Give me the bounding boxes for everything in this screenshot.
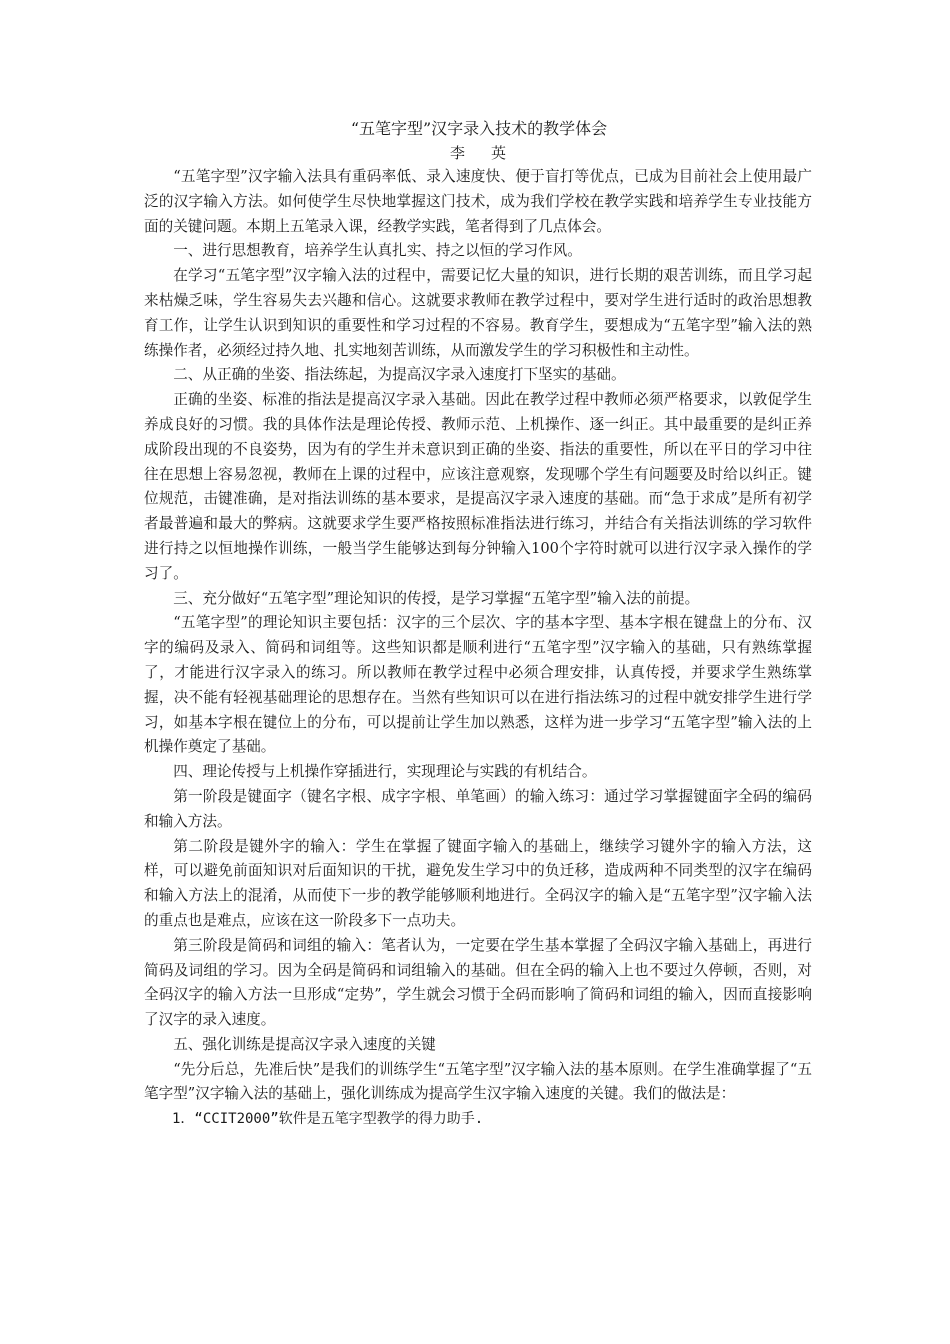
section-heading-4: 四、理论传授与上机操作穿插进行，实现理论与实践的有机结合。 — [173, 763, 597, 781]
section-heading-5: 五、强化训练是提高汉字录入速度的关键 — [173, 1035, 436, 1053]
section-heading-1: 一、进行思想教育，培养学生认真扎实、持之以恒的学习作风。 — [173, 242, 582, 260]
section-2-paragraph: 正确的坐姿、标准的指法是提高汉字录入基础。因此在教学过程中教师必须严格要求，以敦促学生养成良好的习惯。我的具体作法是理论传授、教师示范、上机操作、逐一纠正。其中最重要的是纠正养成阶段出现的不良姿势，因为有的学生并未意识到正确的坐姿、指法的重要性，所以在平日的学习中往往在思想上容易忽视，教师在上课的过程中，应该注意观察，发现哪个学生有问题要及时给以纠正。键位规范，击键准确，是对指法训练的基本要求，是提高汉字录入速度的基础。而“急于求成”是所有初学者最普遍和最大的弊病。这就要求学生要严格按照标准指法进行练习，并结合有关指法训练的学习软件进行持之以恒地操作训练，一般当学生能够达到每分钟输入100个字符时就可以进行汉字录入操作的学习了。 — [144, 391, 812, 582]
document-title: “五笔字型”汉字录入技术的教学体会 — [350, 119, 608, 138]
stage-3-paragraph: 第三阶段是简码和词组的输入：笔者认为，一定要在学生基本掌握了全码汉字输入基础上，再进行简码及词组的学习。因为全码是简码和词组输入的基础。但在全码的输入上也不要过久停顿，否则，对全码汉字的输入方法一旦形成“定势”，学生就会习惯于全码而影响了简码和词组的输入，因而直接影响了汉字的录入速度。 — [144, 936, 812, 1029]
list-item: 1．“CCIT2000”软件是五笔字型教学的得力助手. — [172, 1111, 484, 1128]
author-name: 李英 — [449, 144, 532, 162]
section-3-paragraph: “五笔字型”的理论知识主要包括：汉字的三个层次、字的基本字型、基本字根在键盘上的分布、汉字的编码及录入、简码和词组等。这些知识都是顺利进行“五笔字型”汉字输入的基础，只有熟练掌握了，才能进行汉字录入的练习。所以教师在教学过程中必须合理安排，认真传授，并要求学生熟练掌握，决不能有轻视基础理论的思想存在。当然有些知识可以在进行指法练习的过程中就安排学生进行学习，如基本字根在键位上的分布，可以提前让学生加以熟悉，这样为进一步学习“五笔字型”输入法的上机操作奠定了基础。 — [144, 614, 812, 756]
intro-paragraph: “五笔字型”汉字输入法具有重码率低、录入速度快、便于盲打等优点，已成为目前社会上使用最广泛的汉字输入方法。如何使学生尽快地掌握这门技术，成为我们学校在教学实践和培养学生专业技能方面的关键问题。本期上五笔录入课，经教学实践，笔者得到了几点体会。 — [144, 168, 812, 235]
section-1-paragraph: 在学习“五笔字型”汉字输入法的过程中，需要记忆大量的知识，进行长期的艰苦训练，而且学习起来枯燥乏味，学生容易失去兴趣和信心。这就要求教师在教学过程中，要对学生进行适时的政治思想教育工作，让学生认识到知识的重要性和学习过程的不容易。教育学生，要想成为“五笔字型”输入法的熟练操作者，必须经过持久地、扎实地刻苦训练，从而激发学生的学习积极性和主动性。 — [144, 267, 812, 359]
section-heading-3: 三、充分做好“五笔字型”理论知识的传授，是学习掌握“五笔字型”输入法的前提。 — [173, 589, 700, 607]
section-5-paragraph: “先分后总，先准后快”是我们的训练学生“五笔字型”汉字输入法的基本原则。在学生准确掌握了“五笔字型”汉字输入法的基础上，强化训练成为提高学生汉字输入速度的关键。我们的做法是： — [144, 1060, 812, 1103]
section-heading-2: 二、从正确的坐姿、指法练起，为提高汉字录入速度打下坚实的基础。 — [173, 366, 626, 384]
document-page — [144, 116, 812, 1132]
stage-1-paragraph: 第一阶段是键面字（键名字根、成字字根、单笔画）的输入练习：通过学习掌握键面字全码的编码和输入方法。 — [144, 787, 812, 830]
stage-2-paragraph: 第二阶段是键外字的输入：学生在掌握了键面字输入的基础上，继续学习键外字的输入方法，这样，可以避免前面知识对后面知识的干扰，避免发生学习中的负迁移，造成两种不同类型的汉字在编码和输入方法上的混淆，从而使下一步的教学能够顺利地进行。全码汉字的输入是“五笔字型”汉字输入法的重点也是难点，应该在这一阶段多下一点功夫。 — [144, 837, 812, 929]
